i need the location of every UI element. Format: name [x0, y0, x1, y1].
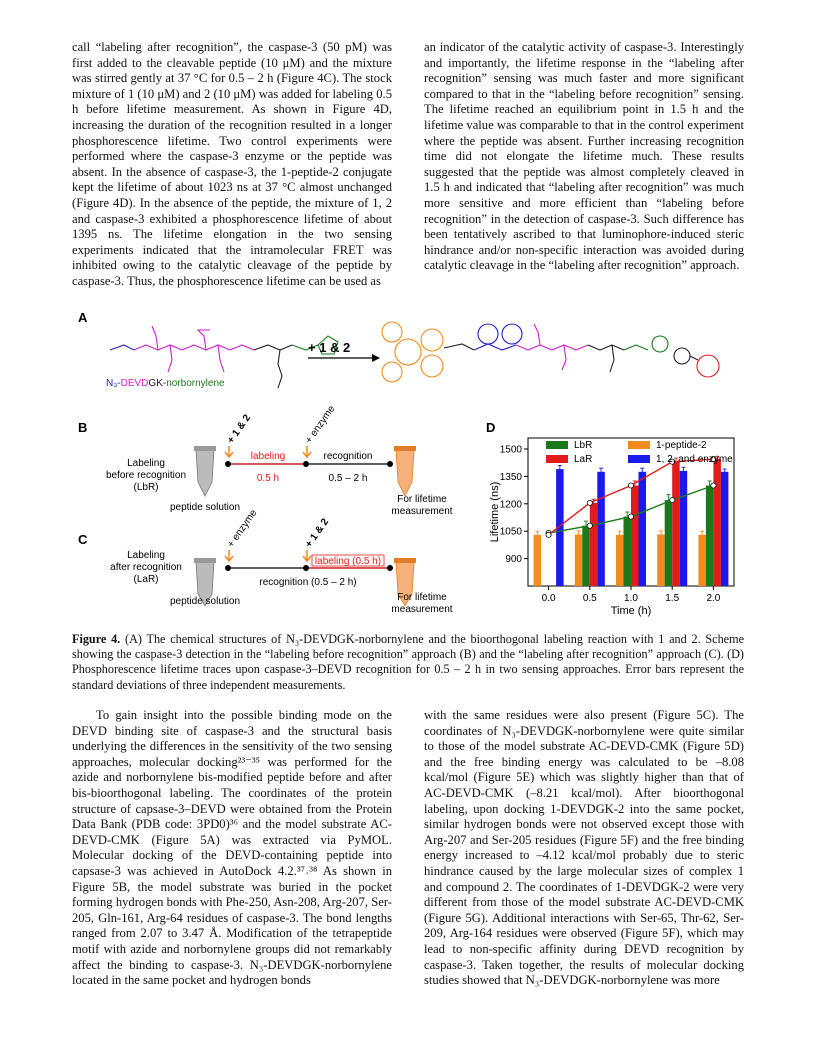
lar-label-line2: after recognition — [110, 562, 182, 573]
bar — [597, 472, 605, 586]
legend-label: LaR — [574, 454, 593, 465]
body-text-bottom-left: To gain insight into the possible binding mode on the DEVD binding site of caspase-3 and the structural basis underlying the differences in the sensitivity of the two sensing approaches, molecular docking²³⁻³⁵ was performed for the azide and norbornylene bis-modified peptide before and after bis-bioorthogonal labeling. The coordinates of the protein structure of capsase-3–DEVD were obtained from the Protein Data Bank (PDB code: 3PD0)³⁶ and the model substrate AC-DEVD-CMK (Figure 5A) was extracted via PyMOL. Molecular docking of the DEVD-containing peptide into capsase-3 was achieved in AutoDock 4.2.³⁷˒³⁸ As shown in Figure 5B, the model substrate was buried in the pocket forming hydrogen bonds with Phe-250, Asn-208, Arg-207, Ser-205, Gln-161, Arg-64 residues of caspase-3. The bond lengths ranged from 2.07 to 3.47 Å. Modification of the tetrapeptide motif with azide and norbornylene groups did not remarkably affect the binding to caspase-3. N₃-DEVDGK-norbornylene located in the same pocket and hydrogen bonds — [72, 708, 392, 988]
legend-label: 1-peptide-2 — [656, 440, 707, 451]
legend-label: LbR — [574, 440, 593, 451]
c-for-lifetime-1: For lifetime — [397, 592, 447, 603]
lbr-add-12: + 1 & 2 — [225, 412, 254, 446]
legend-swatch — [546, 441, 568, 449]
bar — [639, 472, 647, 586]
legend-swatch — [546, 455, 568, 463]
legend-swatch — [628, 441, 650, 449]
y-axis-label: Lifetime (ns) — [489, 481, 501, 543]
bar — [657, 534, 665, 586]
series-point — [587, 500, 592, 505]
arrow-down-icon — [225, 446, 233, 457]
series-point — [670, 498, 675, 503]
c-for-lifetime-2: measurement — [391, 604, 453, 615]
b-for-lifetime-1: For lifetime — [397, 494, 447, 505]
x-tick-label: 1.5 — [665, 593, 680, 604]
bar — [721, 472, 729, 586]
bar — [616, 535, 624, 586]
y-tick-label: 1200 — [499, 499, 522, 511]
reaction-arrowhead — [372, 354, 380, 362]
lar-point-mid — [303, 565, 309, 571]
tube-icon-b-left — [194, 446, 216, 496]
panel-a-label: A — [78, 310, 88, 325]
lar-label-line1: Labeling — [127, 550, 165, 561]
lar-point-start — [225, 565, 231, 571]
bar — [713, 459, 721, 586]
figure-caption — [72, 632, 744, 693]
y-tick-label: 1050 — [499, 526, 522, 538]
lar-recognition-text: recognition (0.5 – 2 h) — [259, 577, 357, 588]
bar — [672, 462, 680, 586]
arrow-down-icon — [225, 550, 233, 561]
bar — [534, 535, 542, 586]
x-tick-label: 0.5 — [582, 593, 597, 604]
series-point — [628, 483, 633, 488]
bar — [631, 486, 639, 586]
lbr-time2: 0.5 – 2 h — [328, 473, 368, 484]
body-text-top-left: call “labeling after recognition”, the caspase-3 (50 pM) was first added to the cleavable peptide (10 μM) and the mixture was stirred gently at 37 °C for 0.5 – 2 h (Figure 4C). The stock mixture of 1 (10 μM) and 2 (10 μM) was added for labeling 0.5 h before lifetime measurement. As shown in Figure 4D, increasing the duration of the recognition resulted in a longer phosphorescence lifetime. Two control experiments were performed where the caspase-3 enzyme or the peptide was absent. In the absence of caspase-3, the 1-peptide-2 conjugate kept the lifetime of about 1023 ns at 37 °C almost unchanged (Figure 4D). In the absence of the peptide, the mixture of 1, 2 and caspase-3 exhibited a phosphorescence lifetime of about 1395 ns. The lifetime elongation in the two sensing experiments indicated that the intramolecular FRET was inhibited owing to the catalytic cleavage of the peptide by caspase-3. Thus, the phosphorescence lifetime can be used as — [72, 40, 392, 288]
body-text-bottom-right: with the same residues were also present (Figure 5C). The coordinates of N₃-DEVDGK-norbornylene were quite similar to those of the model substrate AC-DEVD-CMK (Figure 5D) and the free binding energy was calculated to be –8.08 kcal/mol (Figure 5E) which was slightly higher than that of AC-DEVD-CMK (–8.21 kcal/mol). After bioorthogonal labeling, upon docking 1-DEVDGK-2 into the same pocket, similar hydrogen bonds were not observed except those with Arg-207 and Ser-205 residues (Figure 5F) and the free binding energy increased to –4.12 kcal/mol probably due to steric hindrance caused by the large molecular sizes of complex 1 and compound 2. The coordinates of 1-DEVDGK-2 were very different from those of the model substrate AC-DEVD-CMK (Figure 5G). Additional interactions with Ser-65, Thr-62, Ser-209, Arg-164 residues were observed (Figure 5F), which may lead to non-specific affinity during DEVD recognition by caspase-3. Taken together, the results of molecular docking studies showed that N₃-DEVDGK-norbornylene was more — [424, 708, 744, 988]
x-tick-label: 0.0 — [541, 593, 556, 604]
bar — [665, 500, 673, 586]
figure-svg — [72, 300, 744, 626]
lbr-point-start — [225, 461, 231, 467]
tube-icon-b-right — [394, 446, 416, 496]
bar — [680, 471, 688, 586]
y-tick-label: 900 — [505, 554, 522, 566]
bar — [624, 517, 632, 586]
lar-point-end — [387, 565, 393, 571]
x-tick-label: 1.0 — [624, 593, 638, 604]
lar-labeling-text: labeling (0.5 h) — [314, 556, 382, 567]
x-tick-label: 2.0 — [706, 593, 721, 604]
peptide-solution-b: peptide solution — [169, 502, 241, 513]
bar — [590, 503, 598, 586]
lbr-label-line2: before recognition — [105, 470, 187, 481]
bar — [698, 535, 706, 586]
lbr-add-enzyme: + enzyme — [303, 403, 338, 446]
bar — [582, 526, 590, 586]
lbr-label-line1: Labeling — [127, 458, 165, 469]
lbr-point-mid — [303, 461, 309, 467]
lifetime-chart — [489, 438, 734, 617]
series-point — [628, 514, 633, 519]
bar — [706, 486, 714, 586]
x-axis-label: Time (h) — [610, 605, 652, 617]
figure-4 — [72, 300, 744, 626]
lar-add-enzyme: + enzyme — [225, 507, 260, 550]
peptide-solution-c: peptide solution — [169, 596, 241, 607]
bar — [575, 534, 583, 586]
panel-d-label: D — [486, 420, 496, 435]
caption-label: Figure 4. — [72, 632, 121, 646]
y-tick-label: 1350 — [499, 471, 522, 483]
lbr-point-end — [387, 461, 393, 467]
n3-devdgk-norbornylene-label: N₃-DEVDGK-norbornylene — [106, 378, 225, 389]
lbr-time1: 0.5 h — [256, 473, 280, 484]
caption-text: (A) The chemical structures of N₃-DEVDGK-norbornylene and the bioorthogonal labeling reaction with 1 and 2. Scheme showing the caspase-3 detection in the “labeling before recognition” approach (B) and the “labeling after recognition” approach (C). (D) Phosphorescence lifetime traces upon caspase-3–DEVD recognition for 0.5 – 2 h in two sensing approaches. Error bars represent the standard deviations of three independent measurements. — [72, 632, 744, 692]
product-structure — [382, 322, 719, 382]
arrow-down-icon — [303, 446, 311, 457]
reaction-label: + 1 & 2 — [308, 340, 351, 355]
y-tick-label: 1500 — [499, 444, 522, 456]
lbr-recognition-text: recognition — [323, 451, 373, 462]
panel-c-label: C — [78, 532, 88, 547]
lbr-labeling-text: labeling — [250, 451, 286, 462]
series-point — [587, 523, 592, 528]
lar-label-line3: (LaR) — [133, 574, 159, 585]
lbr-label-line3: (LbR) — [133, 482, 159, 493]
lar-add-12: + 1 & 2 — [303, 516, 332, 550]
arrow-down-icon — [303, 550, 311, 561]
b-for-lifetime-2: measurement — [391, 506, 453, 517]
body-text-top-right: an indicator of the catalytic activity of caspase-3. Interestingly and importantly, the lifetime response in the “labeling after recognition” sensing was much faster and more significant compared to that in the “labeling before recognition” sensing. The lifetime reached an equilibrium point in 1.5 h and the lifetime value was comparable to that in the control experiment where the peptide was absent. Further increasing recognition time did not elongate the lifetime much. These results suggested that the peptide was almost completely cleaved in 1.5 h and indicated that “labeling after recognition” was much more sensitive and more efficient than “labeling before recognition” in the detection of caspase-3. Such difference has been tentatively ascribed to that luminophore-induced steric hindrance and/or non-specific interaction was avoided during catalytic cleavage in the “labeling after recognition” approach. — [424, 40, 744, 273]
series-point — [711, 483, 716, 488]
panel-b-label: B — [78, 420, 88, 435]
legend-label: 1, 2, and enzyme — [656, 454, 733, 465]
series-point — [546, 532, 551, 537]
legend-swatch — [628, 455, 650, 463]
